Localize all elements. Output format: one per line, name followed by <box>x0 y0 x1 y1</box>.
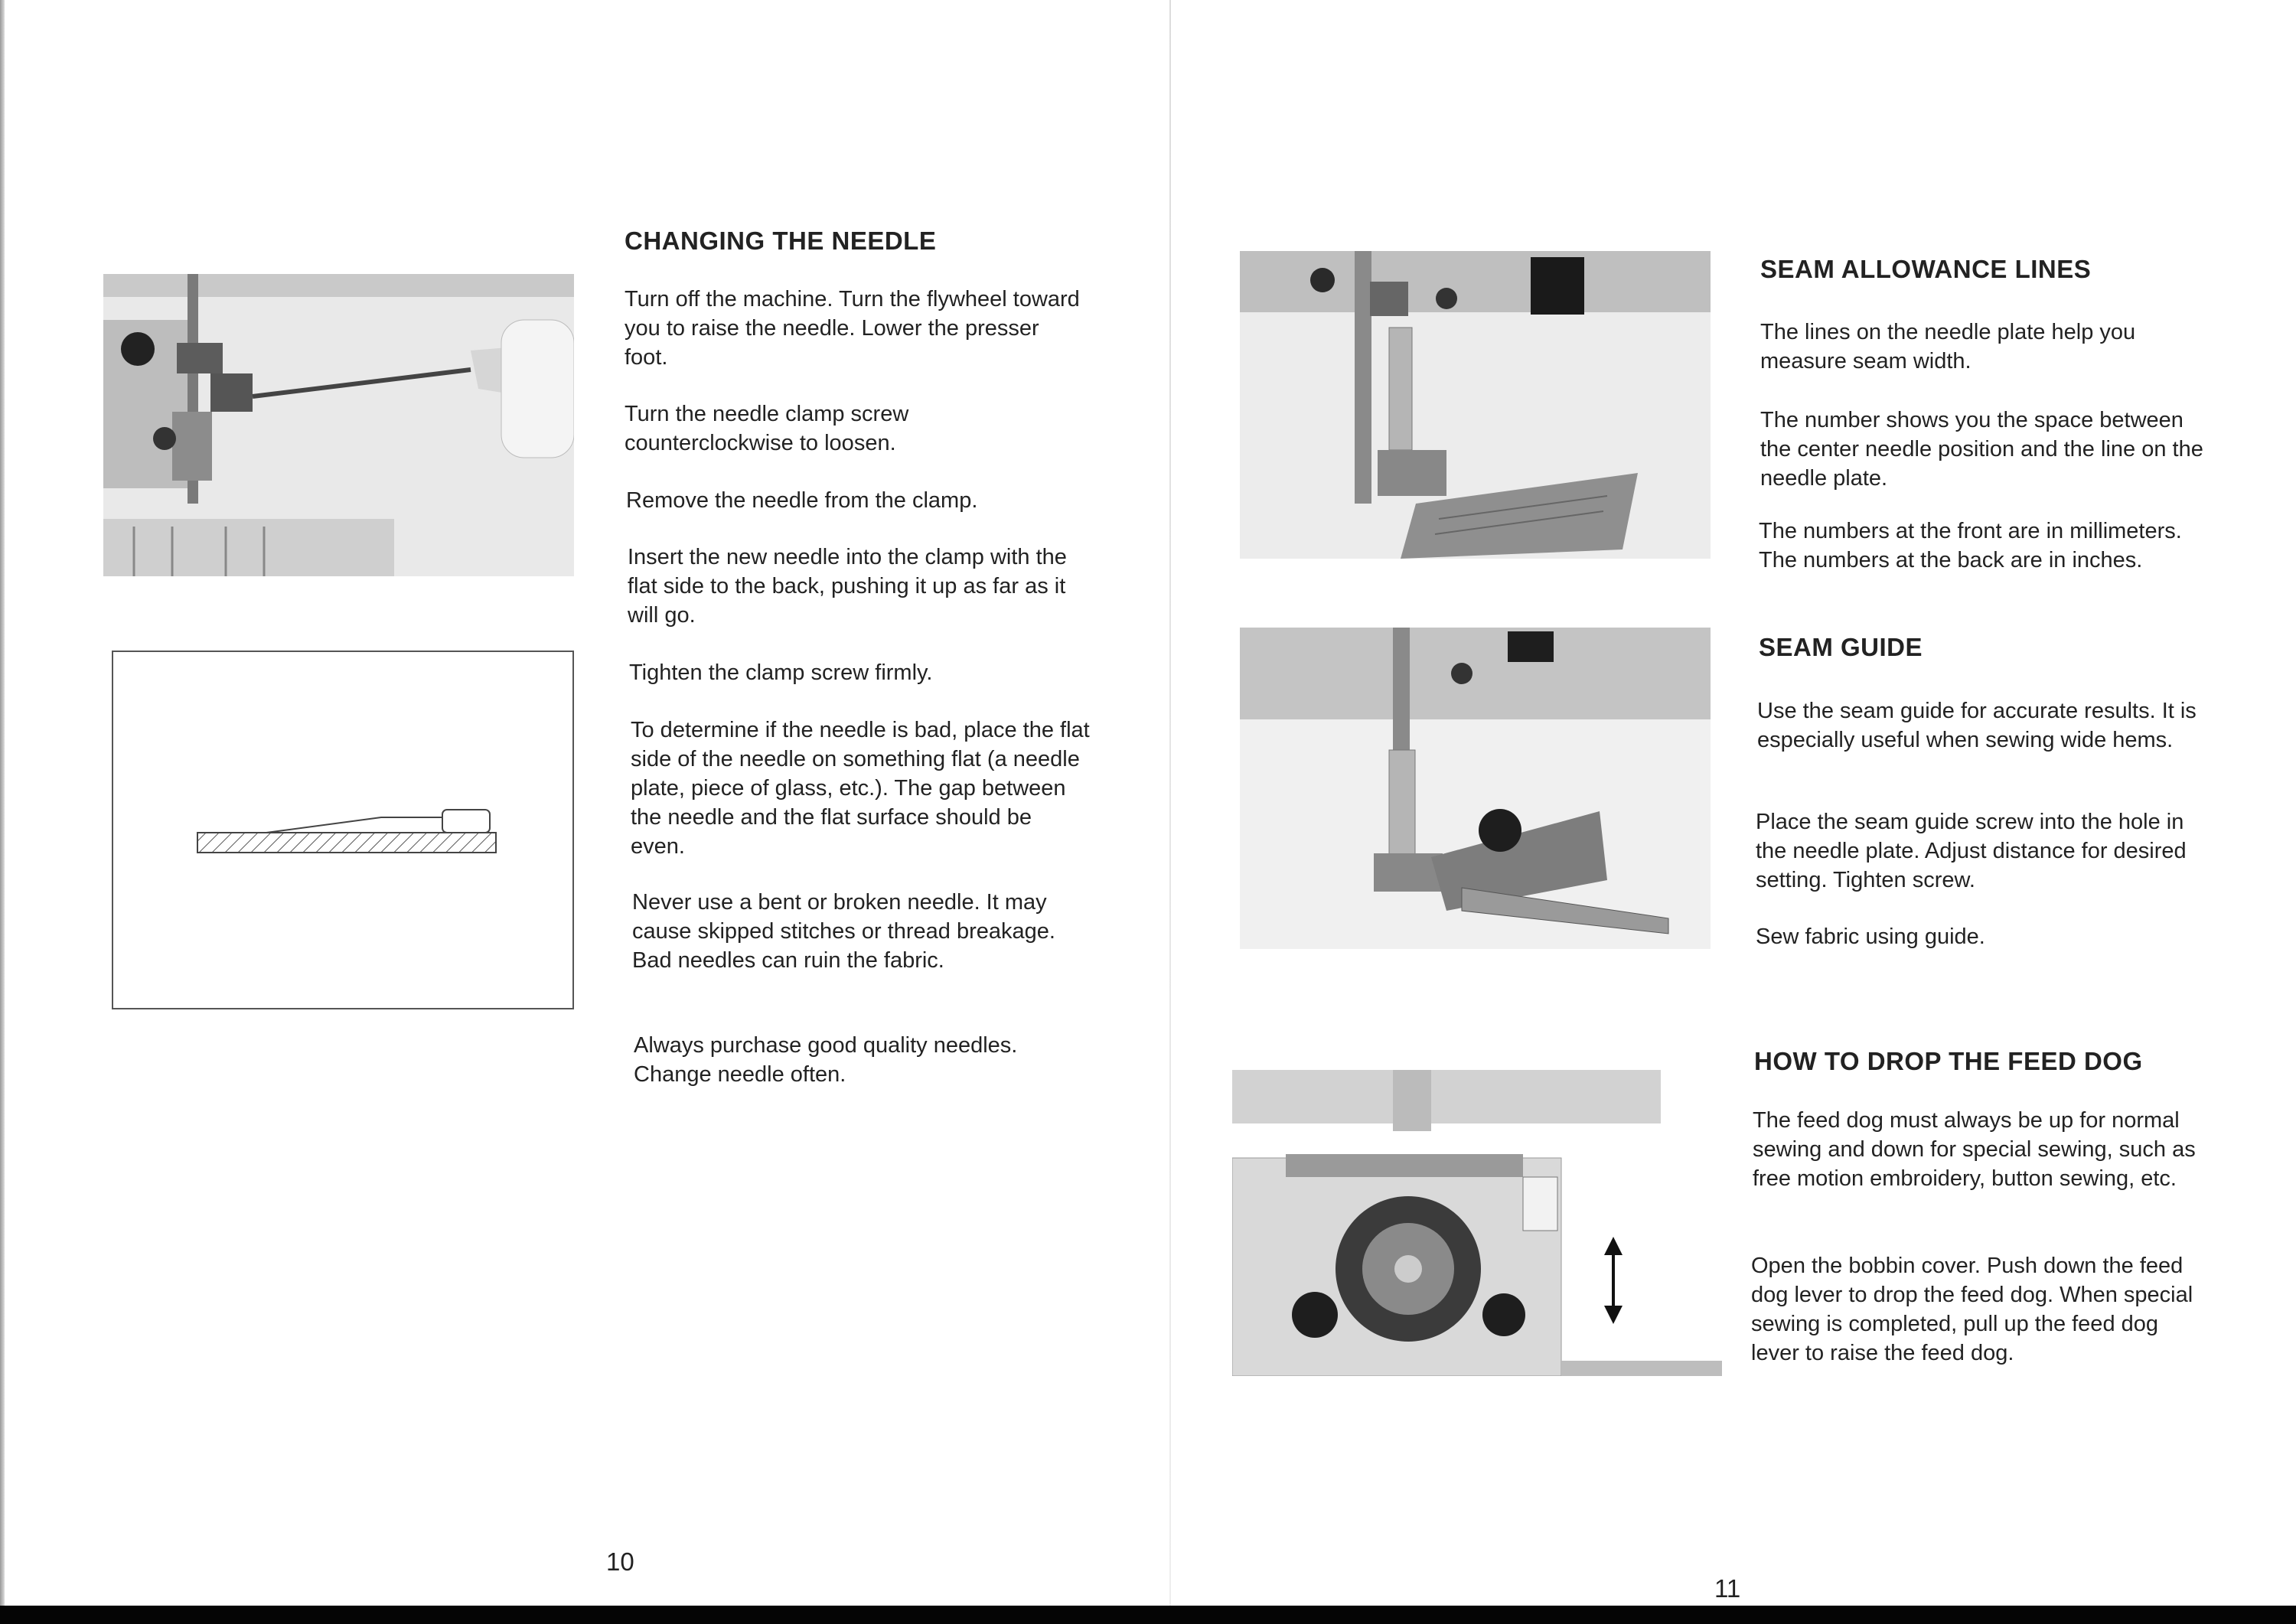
paragraph: Remove the needle from the clamp. <box>626 488 978 513</box>
paragraph: Turn off the machine. Turn the flywheel toward you to raise the needle. Lower the presser foot. <box>625 287 1080 370</box>
seam-guide-photo <box>1240 628 1711 949</box>
seam-guide-title: SEAM GUIDE <box>1759 633 1923 661</box>
paragraph: To determine if the needle is bad, place the flat side of the needle on something flat (a needle plate, piece of glass, etc.). The gap between the needle and the flat surface should be even. <box>631 718 1090 859</box>
paragraph: Insert the new needle into the clamp with the flat side to the back, pushing it up as far as it will go. <box>628 545 1067 628</box>
paragraph: The numbers at the front are in millimeters. The numbers at the back are in inches. <box>1759 519 2182 572</box>
paragraph: Turn the needle clamp screw counterclockwise to loosen. <box>625 402 909 455</box>
paragraph: Open the bobbin cover. Push down the feed dog lever to drop the feed dog. When special sewing is completed, pull up the feed dog lever to raise the feed dog. <box>1751 1254 2193 1365</box>
seam-allowance-title: SEAM ALLOWANCE LINES <box>1760 255 2092 283</box>
paragraph: The lines on the needle plate help you measure seam width. <box>1760 320 2136 373</box>
paragraph: Sew fabric using guide. <box>1756 925 1985 949</box>
paragraph: Place the seam guide screw into the hole in the needle plate. Adjust distance for desired setting. Tighten screw. <box>1756 810 2187 892</box>
page-number: 10 <box>606 1547 634 1576</box>
seam-allowance-photo <box>1240 251 1711 559</box>
paragraph: Never use a bent or broken needle. It may cause skipped stitches or thread breakage. Bad needles can ruin the fabric. <box>632 890 1055 973</box>
paragraph: Always purchase good quality needles. Change needle often. <box>634 1033 1018 1087</box>
needle-clamp-photo <box>103 274 574 576</box>
needle-test-diagram <box>112 651 574 1009</box>
changing-needle-title: CHANGING THE NEEDLE <box>625 227 937 255</box>
right-page <box>1171 0 2296 1624</box>
paragraph: The feed dog must always be up for normal sewing and down for special sewing, such as free motion embroidery, button sewing, etc. <box>1753 1108 2196 1191</box>
feed-dog-photo <box>1232 1070 1722 1376</box>
paragraph: Use the seam guide for accurate results. It is especially useful when sewing wide hems. <box>1757 699 2197 752</box>
feed-dog-title: HOW TO DROP THE FEED DOG <box>1754 1047 2143 1075</box>
paragraph: The number shows you the space between the center needle position and the line on the needle plate. <box>1760 408 2203 491</box>
paragraph: Tighten the clamp screw firmly. <box>629 660 933 685</box>
scan-bottom-border <box>0 1606 2296 1624</box>
page-number: 11 <box>1714 1574 1741 1603</box>
